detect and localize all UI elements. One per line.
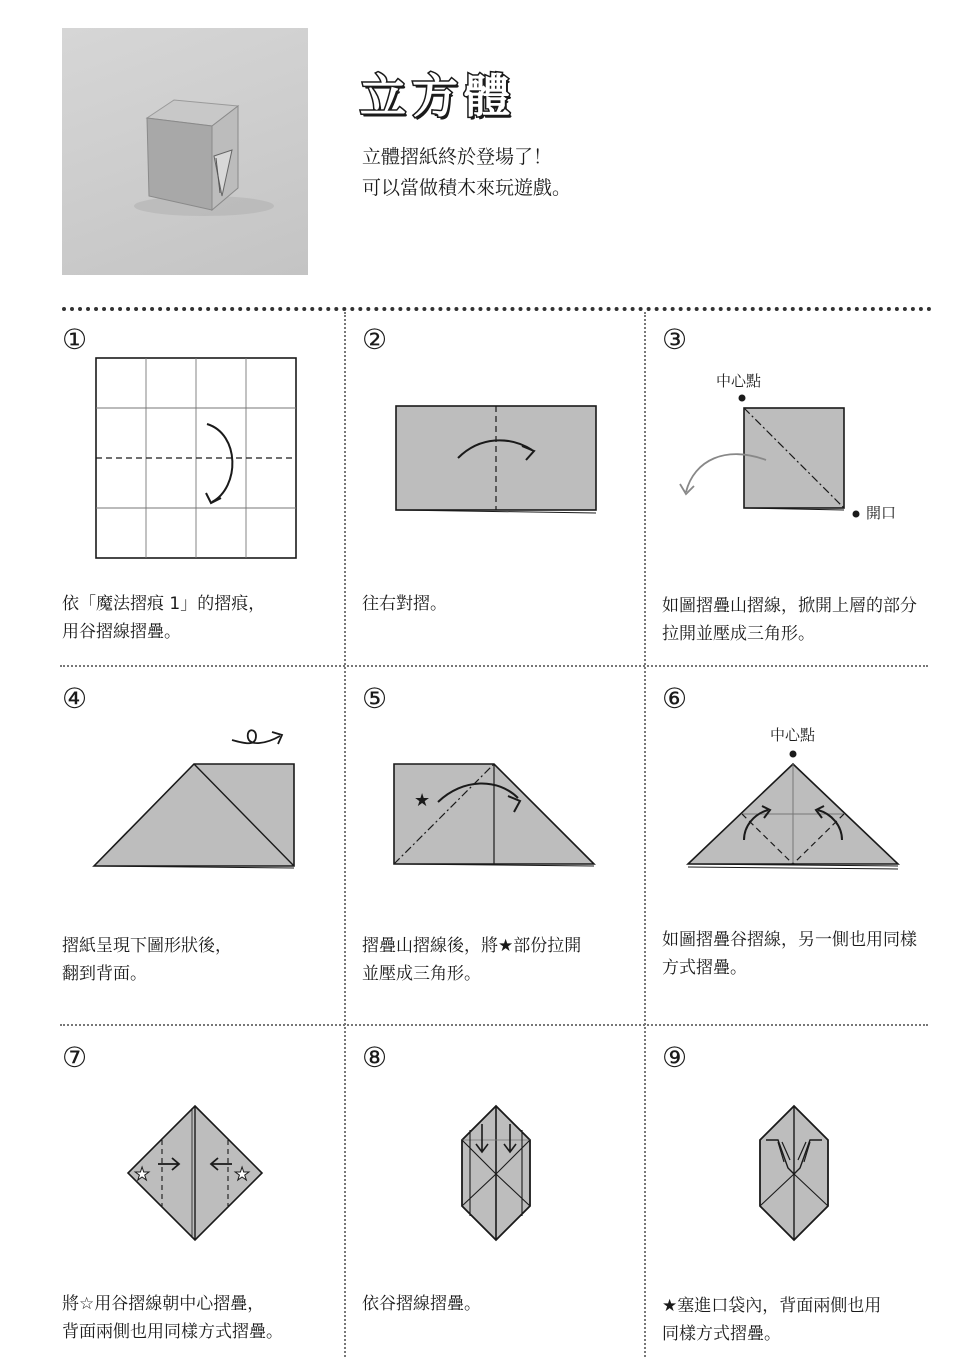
svg-text:★: ★ [414, 790, 431, 811]
step-5-number: ⑤ [362, 682, 388, 715]
step-7-caption [62, 1290, 283, 1346]
step-8-caption-line-1: 依谷摺線摺疊。 [362, 1294, 481, 1314]
page-title: 立方體 [360, 69, 516, 123]
step-8-diagram [456, 1100, 536, 1246]
step-6-caption-line-2: 方式摺疊。 [662, 958, 747, 978]
step-2-caption-line-1: 往右對摺。 [362, 594, 447, 614]
row-divider-1 [60, 665, 928, 667]
step-3-caption-line-1: 如圖摺疊山摺線，掀開上層的部分 [662, 596, 917, 616]
step-1-number: ① [62, 323, 88, 356]
svg-text:★: ★ [234, 1164, 251, 1185]
step-5-caption [362, 932, 581, 988]
step-7-caption-line-2: 背面兩側也用同樣方式摺疊。 [62, 1322, 283, 1342]
step-9-caption-line-1: ★塞進口袋內，背面兩側也用 [662, 1296, 882, 1316]
step-6-caption [662, 926, 917, 982]
step-5-caption-line-2: 並壓成三角形。 [362, 964, 481, 984]
step-9-diagram [754, 1100, 834, 1246]
step-7-caption-line-1: 將☆用谷摺線朝中心摺疊， [62, 1294, 265, 1314]
step-6-diagram [682, 748, 902, 874]
step-4-caption [62, 932, 232, 988]
column-divider-1 [344, 312, 346, 1357]
step-9-number: ⑨ [662, 1041, 688, 1074]
header-divider [62, 307, 932, 311]
row-divider-2 [60, 1024, 928, 1026]
intro-text [362, 142, 571, 204]
step-6-number: ⑥ [662, 682, 688, 715]
step-9-caption-line-2: 同樣方式摺疊。 [662, 1324, 781, 1344]
step-3-center-label: 中心點 [716, 372, 762, 390]
step-3-caption-line-2: 拉開並壓成三角形。 [662, 624, 815, 644]
step-2-caption [362, 590, 447, 618]
intro-line-2: 可以當做積木來玩遊戲。 [362, 177, 572, 199]
column-divider-2 [644, 312, 646, 1357]
step-3-diagram [676, 390, 866, 524]
intro-line-1: 立體摺紙終於登場了！ [362, 146, 553, 168]
step-1-caption-line-1: 依「魔法摺痕 1」的摺痕， [62, 594, 266, 614]
step-5-diagram [388, 758, 602, 870]
step-2-number: ② [362, 323, 388, 356]
step-5-caption-line-1: 摺疊山摺線後，將★部份拉開 [362, 936, 582, 956]
svg-text:★: ★ [134, 1164, 151, 1185]
step-8-caption [362, 1290, 481, 1318]
step-6-caption-line-1: 如圖摺疊谷摺線，另一側也用同樣 [662, 930, 917, 950]
step-8-number: ⑧ [362, 1041, 388, 1074]
step-3-opening-label: 開口 [866, 504, 897, 522]
step-3-number: ③ [662, 323, 688, 356]
step-7-diagram [122, 1100, 268, 1246]
step-6-center-label: 中心點 [770, 726, 816, 744]
step-1-caption [62, 590, 265, 646]
step-7-number: ⑦ [62, 1041, 88, 1074]
step-1-diagram [90, 352, 302, 562]
step-3-caption [662, 592, 917, 648]
step-4-diagram [86, 722, 302, 872]
step-9-caption [662, 1292, 881, 1348]
step-4-number: ④ [62, 682, 88, 715]
cube-photo [62, 28, 308, 275]
step-4-caption-line-1: 摺紙呈現下圖形狀後， [62, 936, 232, 956]
step-4-caption-line-2: 翻到背面。 [62, 964, 147, 984]
step-1-caption-line-2: 用谷摺線摺疊。 [62, 622, 181, 642]
step-2-diagram [390, 400, 602, 516]
